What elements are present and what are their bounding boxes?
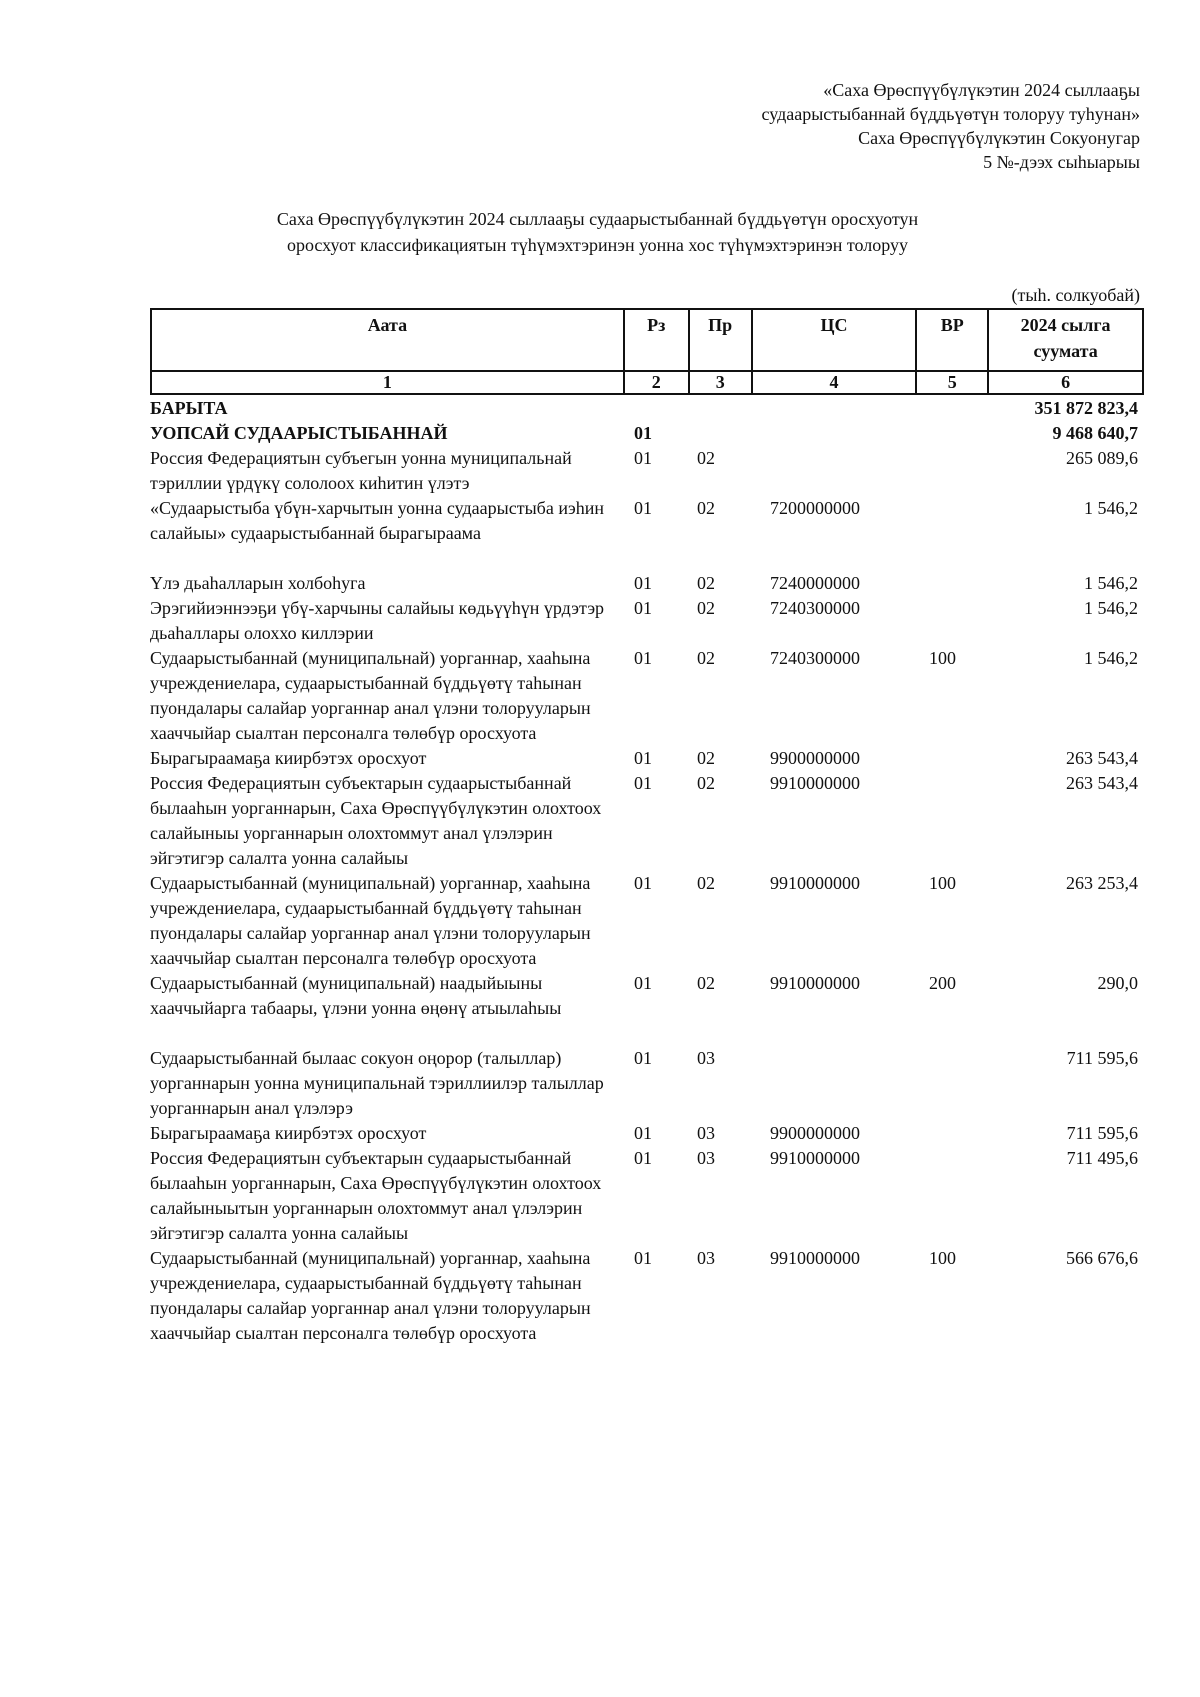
row-pr: 03 (697, 1123, 715, 1143)
row-rz: 01 (634, 448, 652, 468)
row-pr: 02 (697, 573, 715, 593)
row-pr: 03 (697, 1248, 715, 1268)
row-sum: 290,0 (1097, 973, 1138, 993)
row-pr: 02 (697, 498, 715, 518)
column-number: 3 (689, 371, 752, 394)
row-pr: 02 (697, 773, 715, 793)
row-sum: 566 676,6 (1066, 1248, 1138, 1268)
row-rz: 01 (634, 648, 652, 668)
row-name: БАРЫТА (150, 398, 228, 418)
column-header-sum-line: 2024 сылга (1020, 315, 1111, 335)
table-row (150, 571, 1144, 596)
table-row (150, 1246, 1144, 1346)
row-cs: 7240000000 (770, 573, 860, 593)
row-sum: 711 595,6 (1066, 1123, 1138, 1143)
row-vr: 200 (929, 973, 956, 993)
table-row (150, 1121, 1144, 1146)
row-rz: 01 (634, 598, 652, 618)
table-row (150, 396, 1144, 421)
row-name: Судаарыстыбаннай (муниципальнай) уорганнар, хааһына учреждениелара, судаарыстыбаннай бүддьүөтү таһынан пуондалары салайар уорганнар анал үлэни толорууларын хааччыйар сыалтан персоналга төлөбүр оросхуота (150, 1248, 591, 1343)
budget-table-body (150, 396, 1144, 1346)
row-cs: 9900000000 (770, 748, 860, 768)
row-sum: 1 546,2 (1084, 498, 1138, 518)
row-name: Россия Федерациятын субъектарын судаарыстыбаннай былааһын уорганнарын, Саха Өрөспүүбүлүкэтин олохтоох салайыныытын уорганнарын олохтоммут анал үлэлэрин эйгэтигэр салалта уонна салайыы (150, 1148, 602, 1243)
row-rz: 01 (634, 873, 652, 893)
column-number: 5 (916, 371, 988, 394)
row-sum: 351 872 823,4 (1034, 398, 1138, 418)
row-rz: 01 (634, 1048, 652, 1068)
table-row (150, 446, 1144, 496)
row-name: Судаарыстыбаннай (муниципальнай) наадыйыыны хааччыйарга табаары, үлэни уонна өңөнү атыылаһыы (150, 973, 562, 1018)
budget-table-header (150, 308, 1144, 395)
row-rz: 01 (634, 973, 652, 993)
row-cs: 9910000000 (770, 773, 860, 793)
row-name: Бырагыраамаҕа киирбэтэх оросхуот (150, 1123, 427, 1143)
row-cs: 9910000000 (770, 873, 860, 893)
row-cs: 7200000000 (770, 498, 860, 518)
row-sum: 711 495,6 (1066, 1148, 1138, 1168)
row-name: Россия Федерациятын субъектарын судаарыстыбаннай былааһын уорганнарын, Саха Өрөспүүбүлүкэтин олохтоох салайыныы уорганнарын олохтоммут анал үлэлэрин эйгэтигэр салалта уонна салайыы (150, 773, 602, 868)
table-row (150, 771, 1144, 871)
row-cs: 9910000000 (770, 973, 860, 993)
table-row (150, 746, 1144, 771)
row-name: Судаарыстыбаннай (муниципальнай) уорганнар, хааһына учреждениелара, судаарыстыбаннай бүддьүөтү таһынан пуондалары салайар уорганнар анал үлэни толорууларын хааччыйар сыалтан персоналга төлөбүр оросхуота (150, 648, 591, 743)
row-name: «Судаарыстыба үбүн-харчытын уонна судаарыстыба иэһин салайыы» судаарыстыбаннай бырагыраама (150, 498, 604, 543)
row-rz: 01 (634, 773, 652, 793)
row-cs: 9910000000 (770, 1148, 860, 1168)
row-pr: 03 (697, 1148, 715, 1168)
table-row (150, 1146, 1144, 1246)
row-sum: 265 089,6 (1066, 448, 1138, 468)
row-name: Үлэ дьаһалларын холбоһуга (150, 573, 366, 593)
row-cs: 9900000000 (770, 1123, 860, 1143)
row-pr: 02 (697, 748, 715, 768)
appendix-line: судаарыстыбаннай бүддьүөтүн толоруу туһунан» (761, 104, 1140, 124)
column-header-vr: ВР (916, 309, 988, 371)
units-note: (тыһ. солкуобай) (1011, 285, 1140, 305)
column-header-rz: Рз (624, 309, 689, 371)
row-rz: 01 (634, 1148, 652, 1168)
column-number-row (151, 371, 1143, 394)
row-pr: 02 (697, 448, 715, 468)
column-number: 6 (988, 371, 1143, 394)
row-rz: 01 (634, 1248, 652, 1268)
table-row (150, 871, 1144, 971)
row-name: Эрэгийиэннээҕи үбү-харчыны салайыы көдьүүһүн үрдэтэр дьаһаллары олоххо киллэрии (150, 598, 605, 643)
row-rz: 01 (634, 498, 652, 518)
row-rz: 01 (634, 423, 652, 443)
row-sum: 263 543,4 (1066, 748, 1138, 768)
row-sum: 711 595,6 (1066, 1048, 1138, 1068)
row-sum: 9 468 640,7 (1052, 423, 1138, 443)
header-row (151, 309, 1143, 371)
row-vr: 100 (929, 648, 956, 668)
appendix-line: 5 №-дээх сыһыарыы (983, 152, 1140, 172)
table-row (150, 496, 1144, 546)
appendix-note (580, 78, 1140, 174)
table-row (150, 971, 1144, 1021)
row-sum: 1 546,2 (1084, 648, 1138, 668)
column-header-pr: Пр (689, 309, 752, 371)
document-title (150, 206, 1045, 258)
row-name: Судаарыстыбаннай (муниципальнай) уорганнар, хааһына учреждениелара, судаарыстыбаннай бүддьүөтү таһынан пуондалары салайар уорганнар анал үлэни толорууларын хааччыйар сыалтан персоналга төлөбүр оросхуота (150, 873, 591, 968)
row-sum: 1 546,2 (1084, 573, 1138, 593)
row-pr: 03 (697, 1048, 715, 1068)
document-title-line: оросхуот классификациятын түһүмэхтэринэн уонна хос түһүмэхтэринэн толоруу (286, 235, 909, 255)
table-row (150, 421, 1144, 446)
row-pr: 02 (697, 873, 715, 893)
row-cs: 7240300000 (770, 648, 860, 668)
appendix-line: Саха Өрөспүүбүлүкэтин Сокуонугар (858, 128, 1140, 148)
row-sum: 263 543,4 (1066, 773, 1138, 793)
row-sum: 263 253,4 (1066, 873, 1138, 893)
row-sum: 1 546,2 (1084, 598, 1138, 618)
table-row (150, 596, 1144, 646)
table-row (150, 1046, 1144, 1121)
row-pr: 02 (697, 648, 715, 668)
column-header-sum (988, 309, 1143, 371)
row-rz: 01 (634, 573, 652, 593)
row-cs: 9910000000 (770, 1248, 860, 1268)
row-name: УОПСАЙ СУДААРЫСТЫБАННАЙ (150, 423, 448, 443)
row-rz: 01 (634, 748, 652, 768)
column-header-cs: ЦС (752, 309, 917, 371)
column-number: 2 (624, 371, 689, 394)
column-number: 1 (151, 371, 624, 394)
row-cs: 7240300000 (770, 598, 860, 618)
row-pr: 02 (697, 973, 715, 993)
column-number: 4 (752, 371, 917, 394)
column-header-sum-line: суумата (1033, 341, 1098, 361)
appendix-line: «Саха Өрөспүүбүлүкэтин 2024 сыллааҕы (823, 80, 1140, 100)
row-name: Судаарыстыбаннай былаас сокуон оңорор (талыллар) уорганнарын уонна муниципальнай тэриллиилэр талыллар уорганнарын анал үлэлэрэ (150, 1048, 604, 1118)
row-rz: 01 (634, 1123, 652, 1143)
row-pr: 02 (697, 598, 715, 618)
row-name: Бырагыраамаҕа киирбэтэх оросхуот (150, 748, 427, 768)
column-header-name: Аата (151, 309, 624, 371)
document-title-line: Саха Өрөспүүбүлүкэтин 2024 сыллааҕы судаарыстыбаннай бүддьүөтүн оросхуотун (276, 209, 919, 229)
row-vr: 100 (929, 1248, 956, 1268)
table-row (150, 646, 1144, 746)
row-name: Россия Федерациятын субъегын уонна муниципальнай тэриллии үрдүкү сололоох киһитин үлэтэ (150, 448, 572, 493)
row-vr: 100 (929, 873, 956, 893)
